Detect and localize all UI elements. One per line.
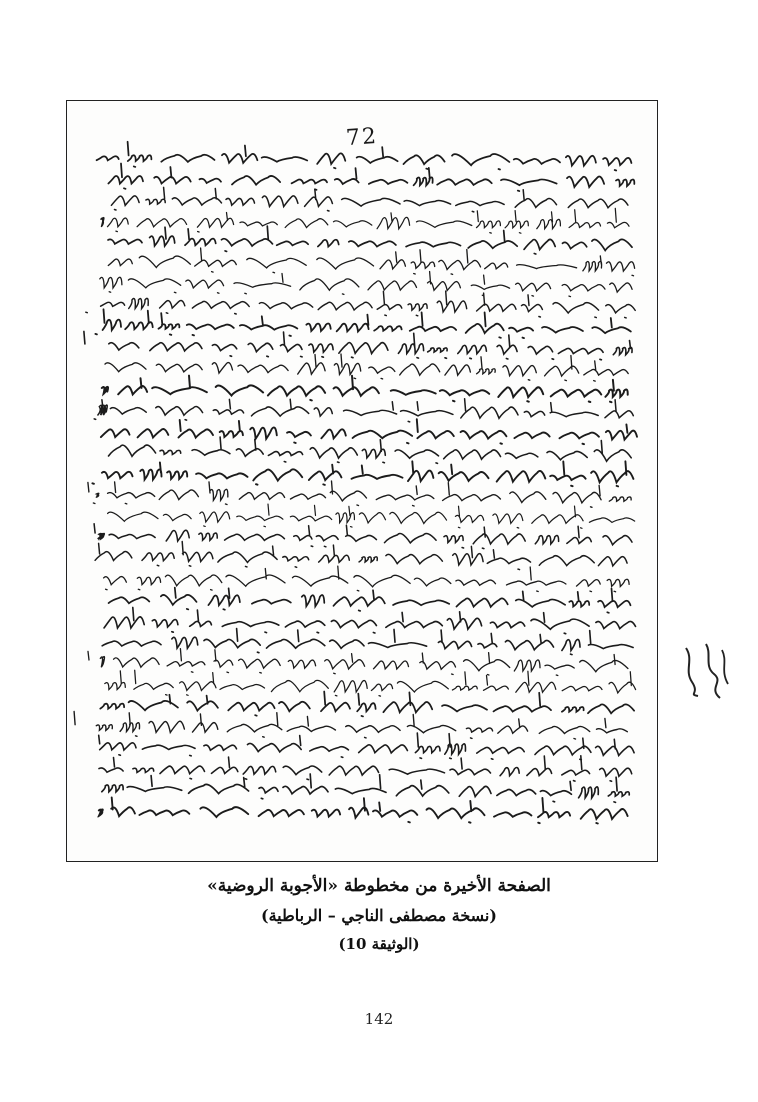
manuscript-line (104, 566, 630, 592)
caption-title: الصفحة الأخيرة من مخطوطة «الأجوبة الروضية» (207, 876, 551, 896)
manuscript-line (104, 608, 635, 634)
manuscript-line (100, 272, 632, 297)
manuscript-line (95, 309, 630, 338)
caption-source: (نسخة مصطفى الناجي – الرباطية) (261, 906, 497, 925)
manuscript-line (102, 774, 629, 802)
manuscript-line (84, 331, 632, 359)
manuscript-line (88, 649, 628, 676)
manuscript-line (111, 187, 628, 212)
manuscript-line (105, 670, 636, 696)
manuscript-line (94, 524, 632, 549)
manuscript-line (86, 291, 635, 318)
manuscript-line (88, 481, 631, 507)
manuscript-line (108, 164, 634, 192)
manuscript-line (109, 437, 632, 463)
manuscript-line (95, 542, 627, 570)
manuscript-line (109, 588, 631, 613)
handwritten-text (67, 101, 658, 862)
manuscript-line (101, 419, 637, 444)
manuscript-line (101, 208, 629, 233)
manuscript-line (74, 712, 627, 740)
manuscript-line (94, 399, 633, 422)
manuscript-line (97, 142, 632, 171)
manuscript-line (102, 629, 633, 655)
manuscript-line (99, 797, 628, 823)
manuscript-line (99, 733, 634, 760)
manuscript-line (108, 504, 635, 528)
marginal-annotation (676, 640, 736, 700)
manuscript-line (92, 461, 633, 486)
manuscript-line (108, 226, 632, 254)
manuscript-line (100, 692, 634, 717)
manuscript-image (66, 100, 658, 862)
manuscript-line (102, 376, 628, 403)
manuscript-line (108, 248, 634, 276)
page-number: 142 (364, 1010, 394, 1028)
manuscript-line (99, 756, 632, 782)
folio-number: 72 (345, 123, 379, 152)
manuscript-line (105, 354, 628, 381)
caption-document-id: (الوثيقة 10) (338, 935, 420, 953)
